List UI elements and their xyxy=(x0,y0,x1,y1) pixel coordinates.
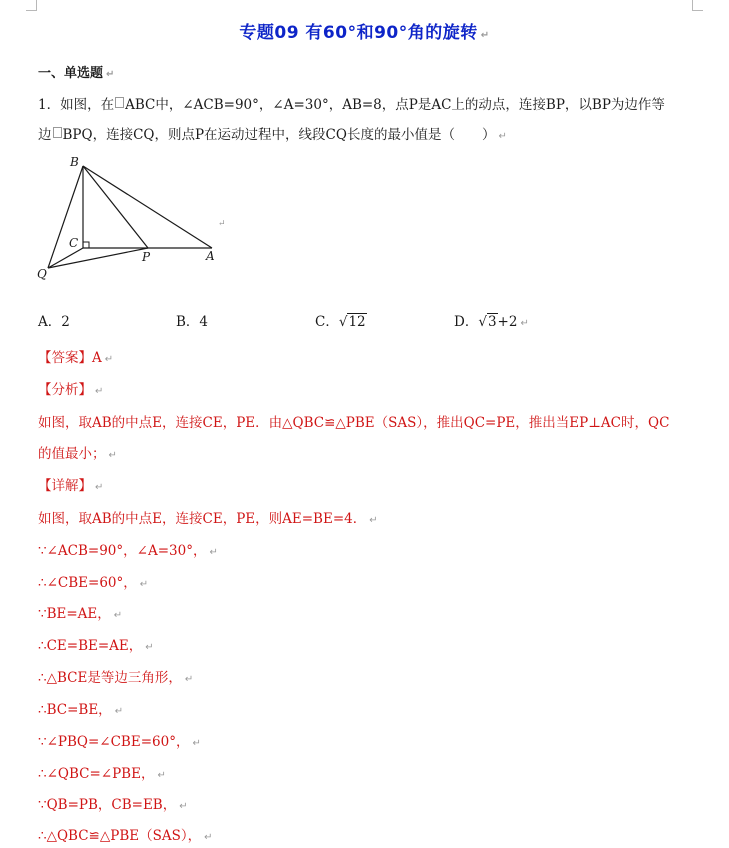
answer-line: 【答案】A ↵ xyxy=(38,350,114,366)
document-title: 专题09 有60°和90°角的旋转 ↵ xyxy=(239,23,490,43)
option-a: A．2 xyxy=(38,314,70,330)
analysis-label: 【分析】 ↵ xyxy=(38,382,104,398)
segment-ab xyxy=(83,166,212,248)
page-corner-mark-right xyxy=(692,0,703,11)
detail-line: ∴△BCE是等边三角形， ↵ xyxy=(38,670,194,686)
option-d: D．√3+2 ↵ xyxy=(454,314,529,330)
label-q: Q xyxy=(37,267,47,281)
triangle-symbol-box xyxy=(115,97,124,108)
detail-line: ∴∠QBC=∠PBE， ↵ xyxy=(38,766,166,782)
option-c: C．√12 xyxy=(315,314,366,330)
detail-label: 【详解】 ↵ xyxy=(38,478,104,494)
analysis-line-2: 的值最小； ↵ xyxy=(38,446,117,462)
detail-line: ∵∠PBQ=∠CBE=60°， ↵ xyxy=(38,734,201,750)
section-heading: 一、单选题 ↵ xyxy=(38,66,115,81)
segment-bp xyxy=(83,166,148,248)
detail-line: ∵BE=AE， ↵ xyxy=(38,606,123,622)
label-b: B xyxy=(70,155,79,169)
page-corner-mark-left xyxy=(26,0,37,11)
detail-line: ∴△QBC≌△PBE（SAS）， ↵ xyxy=(38,828,213,844)
label-c: C xyxy=(69,236,79,250)
detail-line: 如图，取AB的中点E，连接CE，PE，则AE=BE=4． ↵ xyxy=(38,511,378,527)
detail-line: ∴BC=BE， ↵ xyxy=(38,702,124,718)
question-line-2: 边 BPQ，连接CQ，则点P在运动过程中，线段CQ长度的最小值是（ ） ↵ xyxy=(38,127,507,143)
segment-bq xyxy=(48,166,83,268)
geometry-figure xyxy=(34,152,234,287)
option-b: B．4 xyxy=(176,314,209,330)
detail-line: ∵∠ACB=90°，∠A=30°， ↵ xyxy=(38,543,218,559)
detail-line: ∴∠CBE=60°， ↵ xyxy=(38,575,149,591)
right-angle-mark xyxy=(83,242,89,248)
segment-qp xyxy=(48,248,148,268)
triangle-symbol-box xyxy=(53,127,62,138)
question-line-1: 1．如图，在 ABC中，∠ACB=90°，∠A=30°，AB=8，点P是AC上的动点，连接BP，以BP为边作等 xyxy=(38,97,665,113)
label-p: P xyxy=(142,250,151,264)
label-a: A xyxy=(206,249,215,263)
analysis-line-1: 如图，取AB的中点E，连接CE，PE．由△QBC≌△PBE（SAS），推出QC=PE，推出当EP⊥AC时，QC xyxy=(38,415,670,431)
detail-line: ∴CE=BE=AE， ↵ xyxy=(38,638,154,654)
figure-paragraph-mark: ↵ xyxy=(218,219,226,229)
detail-line: ∵QB=PB，CB=EB， ↵ xyxy=(38,797,188,813)
